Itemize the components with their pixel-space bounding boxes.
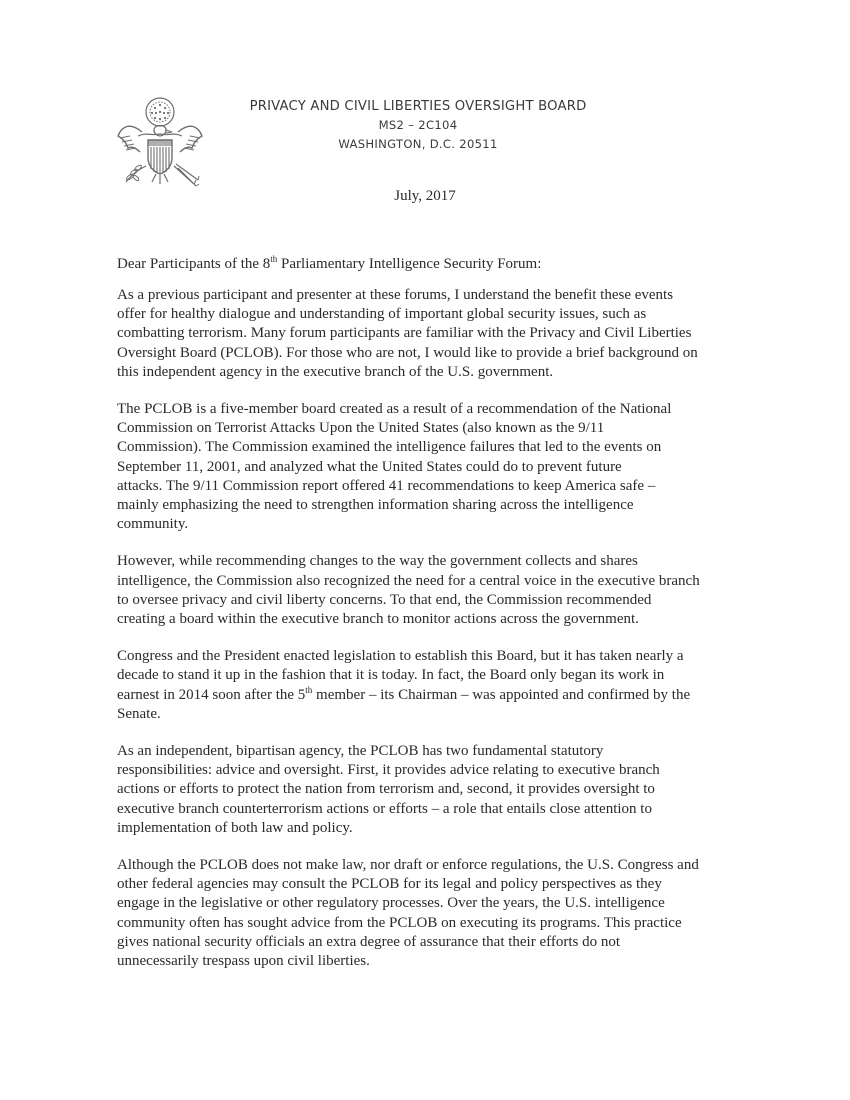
text-line: community. (117, 516, 189, 533)
text-segment: member – its Chairman – was appointed and confirmed by the (312, 686, 691, 703)
organization-name: PRIVACY AND CIVIL LIBERTIES OVERSIGHT BOARD (249, 99, 587, 114)
salutation-suffix: Parliamentary Intelligence Security Forum: (277, 256, 542, 272)
text-line: attacks. The 9/11 Commission report offered 41 recommendations to keep America safe – (117, 477, 656, 494)
letter-date: July, 2017 (394, 188, 456, 204)
salutation (117, 255, 541, 274)
text-line: Congress and the President enacted legislation to establish this Board, but it has taken nearly a (117, 648, 684, 665)
paragraph-4 (117, 647, 742, 724)
text-line: The PCLOB is a five-member board created as a result of a recommendation of the National (117, 401, 672, 418)
text-line: engage in the legislative or other regulatory processes. Over the years, the U.S. intelligence (117, 895, 665, 912)
mailstop: MS2 – 2C104 (378, 118, 458, 132)
text-line: Commission). The Commission examined the intelligence failures that led to the events on (117, 439, 662, 456)
text-line: decade to stand it up in the fashion that it is today. In fact, the Board only began its work in (117, 667, 665, 684)
text-line: combatting terrorism. Many forum participants are familiar with the Privacy and Civil Liberties (117, 325, 692, 342)
text-line: offer for healthy dialogue and understanding of important global security issues, such as (117, 306, 647, 323)
salutation-prefix: Dear Participants of the 8 (117, 256, 271, 272)
letter-body (117, 286, 742, 989)
paragraph-3 (117, 552, 742, 629)
text-line: implementation of both law and policy. (117, 819, 353, 836)
text-line: creating a board within the executive branch to monitor actions across the government. (117, 611, 639, 628)
letterhead (230, 97, 606, 154)
salutation-ordinal-suffix: th (270, 254, 278, 264)
text-line: other federal agencies may consult the PCLOB for its legal and policy perspectives as they (117, 876, 662, 893)
text-line: responsibilities: advice and oversight. First, it provides advice relating to executive branch (117, 762, 660, 779)
text-line: community often has sought advice from the PCLOB on executing its programs. This practice (117, 914, 682, 931)
text-line: However, while recommending changes to the way the government collects and shares (117, 553, 638, 570)
ordinal-suffix: th (305, 684, 313, 695)
text-line: intelligence, the Commission also recognized the need for a central voice in the executive branch (117, 572, 700, 589)
text-line: Commission on Terrorist Attacks Upon the United States (also known as the 9/11 (117, 420, 605, 437)
text-line: September 11, 2001, and analyzed what the United States could do to prevent future (117, 458, 622, 475)
text-line: Senate. (117, 705, 161, 722)
text-line: Although the PCLOB does not make law, nor draft or enforce regulations, the U.S. Congress and (117, 857, 699, 874)
text-line: unnecessarily trespass upon civil liberties. (117, 953, 370, 970)
text-line: actions or efforts to protect the nation from terrorism and, second, it provides oversight to (117, 781, 655, 798)
paragraph-6 (117, 856, 742, 971)
text-line: As a previous participant and presenter at these forums, I understand the benefit these events (117, 287, 674, 303)
text-line: executive branch counterterrorism actions or efforts – a role that entails close attention to (117, 800, 652, 817)
text-line: to oversee privacy and civil liberty concerns. To that end, the Commission recommended (117, 591, 652, 608)
text-line (117, 686, 742, 705)
paragraph-2 (117, 400, 742, 534)
text-segment: earnest in 2014 soon after the 5 (117, 686, 306, 703)
text-line: Oversight Board (PCLOB). For those who are not, I would like to provide a brief background on (117, 344, 698, 361)
city-address: WASHINGTON, D.C. 20511 (338, 137, 498, 151)
text-line: mainly emphasizing the need to strengthen information sharing across the intelligence (117, 497, 634, 514)
great-seal-icon (112, 92, 208, 192)
paragraph-1 (117, 286, 742, 382)
paragraph-5 (117, 742, 742, 838)
text-line: As an independent, bipartisan agency, the PCLOB has two fundamental statutory (117, 743, 604, 760)
text-line: gives national security officials an extra degree of assurance that their efforts do not (117, 933, 621, 950)
text-line: this independent agency in the executive branch of the U.S. government. (117, 363, 554, 380)
